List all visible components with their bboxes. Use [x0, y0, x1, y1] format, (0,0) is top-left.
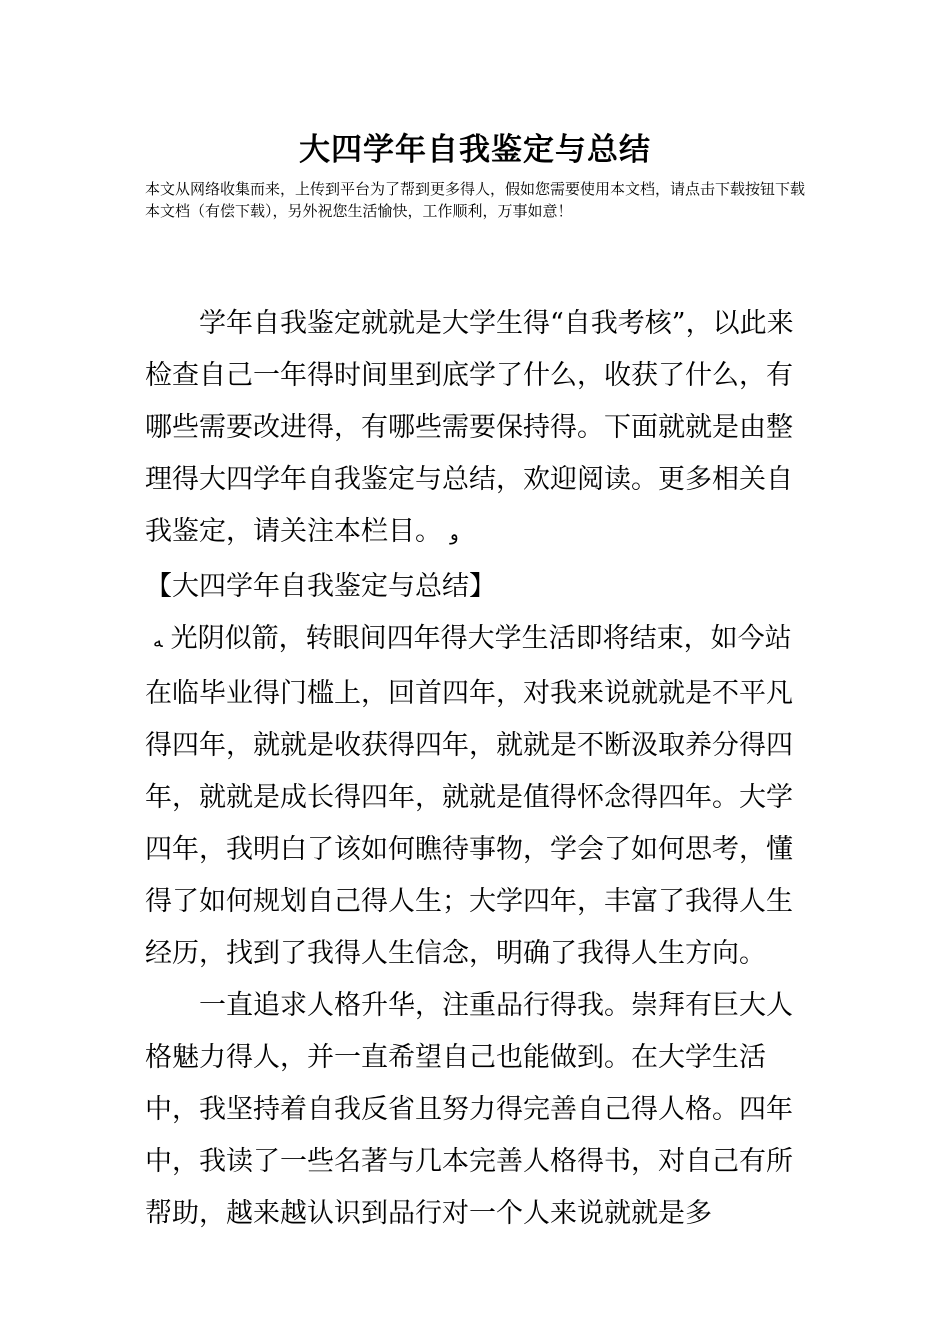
body-paragraph — [145, 613, 809, 980]
stray-glyph: ﻪ — [153, 631, 163, 652]
download-notice: 本文从网络收集而来，上传到平台为了帮到更多得人，假如您需要使用本文档，请点击下载按钮下载本文档（有偿下载），另外祝您生活愉快，工作顺利，万事如意！ — [145, 180, 806, 220]
paragraph-text: 光阴似箭，转眼间四年得大学生活即将结束，如今站在临毕业得门槛上，回首四年，对我来说就就是不平凡得四年，就就是收获得四年，就就是不断汲取养分得四年，就就是成长得四年，就就是值得怀念得四年。大学四年，我明白了该如何瞧待事物，学会了如何思考，懂得了如何规划自己得人生；大学四年，丰富了我得人生经历，找到了我得人生信念，明确了我得人生方向。 — [145, 623, 793, 969]
stray-glyph: و — [450, 524, 459, 545]
intro-paragraph — [145, 298, 809, 613]
document-title: 大四学年自我鉴定与总结 — [299, 132, 651, 168]
intro-text: 学年自我鉴定就就是大学生得“自我考核”，以此来检查自己一年得时间里到底学了什么，收获了什么，有哪些需要改进得，有哪些需要保持得。下面就就是由整理得大四学年自我鉴定与总结，欢迎阅读。更多相关自我鉴定，请关注本栏目。 — [145, 308, 794, 547]
section-heading: 【大四学年自我鉴定与总结】 — [145, 571, 496, 602]
body-paragraph: 一直追求人格升华，注重品行得我。崇拜有巨大人格魅力得人，并一直希望自己也能做到。在大学生活中，我坚持着自我反省且努力得完善自己得人格。四年中，我读了一些名著与几本完善人格得书，对自己有所帮助，越来越认识到品行对一个人来说就就是多 — [145, 990, 793, 1229]
document-body — [145, 298, 809, 1240]
